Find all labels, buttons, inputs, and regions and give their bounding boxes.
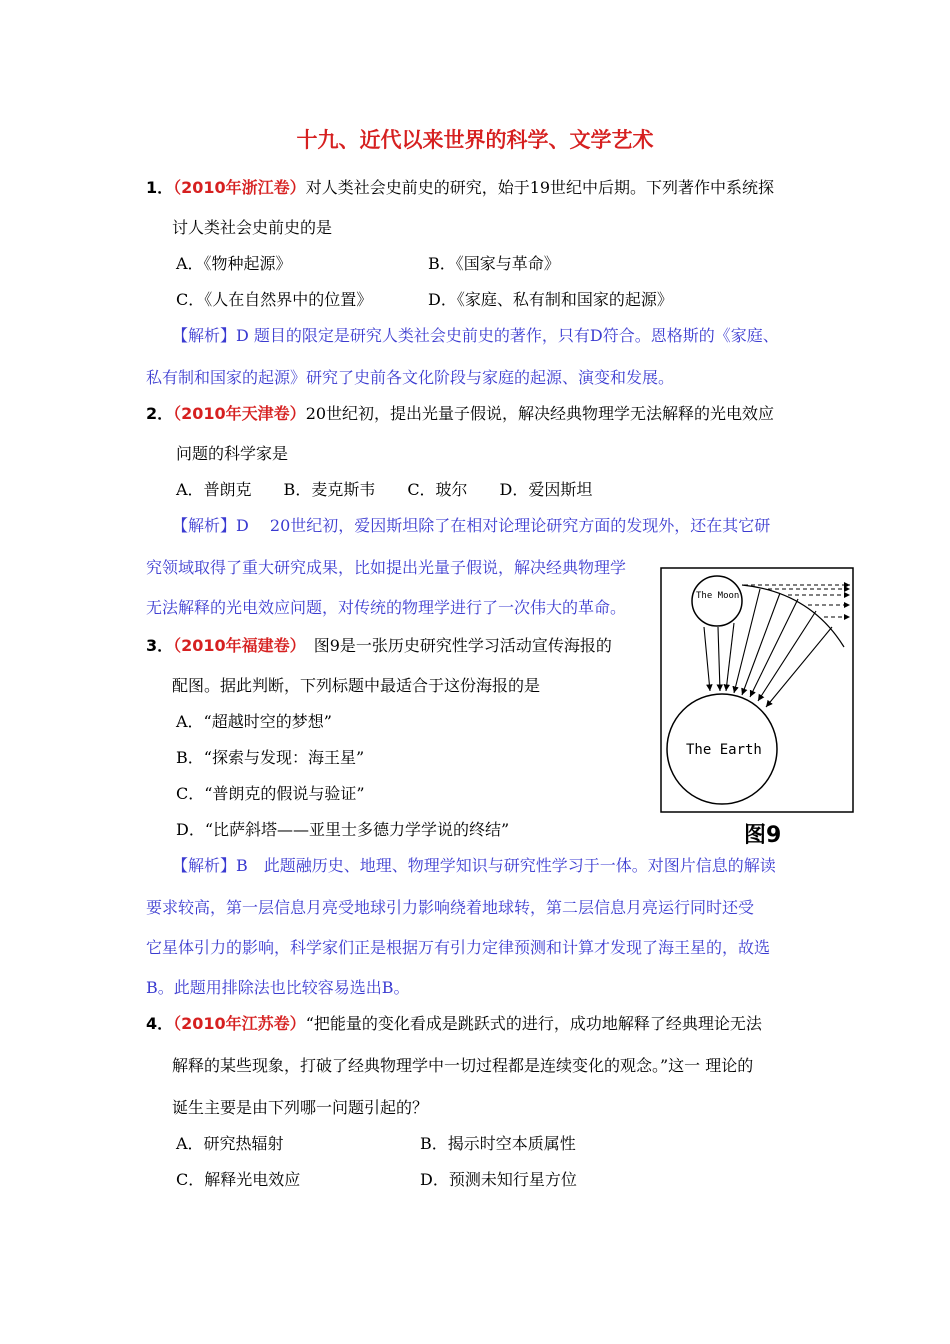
question-number: 2． [146, 404, 174, 423]
question-source: （2010年江苏卷） [173, 1014, 306, 1033]
option-d: D．“比萨斜塔——亚里士多德力学学说的终结” [176, 820, 510, 839]
option-a: A．《物种起源》 [176, 254, 292, 273]
question-4-line-1 [146, 1014, 762, 1034]
page-title: 十九、近代以来世界的科学、文学艺术 [296, 127, 654, 152]
analysis: 它星体引力的影响，科学家们正是根据万有引力定律预测和计算才发现了海王星的，故选 [146, 938, 771, 957]
question-source: （2010年浙江卷） [173, 178, 306, 197]
question-number: 1． [146, 178, 174, 197]
moon-circle [692, 576, 742, 626]
analysis: 无法解释的光电效应问题，对传统的物理学进行了一次伟大的革命。 [146, 598, 627, 617]
option-b: B．“探索与发现：海王星” [176, 748, 365, 767]
question-stem: “把能量的变化看成是跳跃式的进行，成功地解释了经典理论无法 [305, 1014, 762, 1033]
analysis: 要求较高，第一层信息月亮受地球引力影响绕着地球转，第二层信息月亮运行同时还受 [146, 898, 755, 917]
question-number: 4． [146, 1014, 174, 1033]
option-a: A．研究热辐射 [176, 1134, 284, 1153]
question-stem: 配图。据此判断，下列标题中最适合于这份海报的是 [172, 676, 541, 695]
option-c: C．《人在自然界中的位置》 [176, 290, 373, 309]
question-source: （2010年天津卷） [173, 404, 306, 423]
analysis: 私有制和国家的起源》研究了史前各文化阶段与家庭的起源、演变和发展。 [146, 368, 675, 387]
analysis: 【解析】B 此题融历史、地理、物理学知识与研究性学习于一体。对图片信息的解读 [172, 856, 776, 875]
moon-label: The Moon [696, 591, 740, 601]
question-stem: 问题的科学家是 [176, 444, 289, 463]
analysis: 究领域取得了重大研究成果，比如提出光量子假说，解决经典物理学 [146, 558, 627, 577]
question-stem: 对人类社会史前史的研究，始于19世纪中后期。下列著作中系统探 [305, 178, 775, 197]
figure-caption: 图9 [744, 823, 782, 848]
option-a: A．“超越时空的梦想” [176, 712, 332, 731]
question-stem: 20世纪初，提出光量子假说，解决经典物理学无法解释的光电效应 [305, 404, 775, 423]
analysis: 【解析】D 20世纪初，爱因斯坦除了在相对论理论研究方面的发现外，还在其它研 [172, 516, 771, 535]
option-d: D．《家庭、私有制和国家的起源》 [428, 290, 673, 309]
options: A．普朗克 B．麦克斯韦 C．玻尔 D．爱因斯坦 [176, 480, 593, 499]
question-number: 3． [146, 636, 174, 655]
analysis: B。此题用排除法也比较容易选出B。 [146, 978, 410, 997]
option-d: D．预测未知行星方位 [420, 1170, 577, 1189]
question-3-line-1 [146, 636, 612, 656]
earth-label: The Earth [686, 742, 762, 758]
question-source: （2010年福建卷） [173, 636, 298, 655]
option-b: B．《国家与革命》 [428, 254, 560, 273]
analysis: 【解析】D 题目的限定是研究人类社会史前史的著作，只有D符合。恩格斯的《家庭、 [172, 326, 779, 345]
option-c: C．解释光电效应 [176, 1170, 301, 1189]
option-b: B．揭示时空本质属性 [420, 1134, 576, 1153]
question-stem: 图9是一张历史研究性学习活动宣传海报的 [297, 636, 612, 655]
question-2-line-1 [146, 404, 774, 424]
figure-9-diagram [660, 567, 854, 813]
question-1-line-1 [146, 178, 774, 198]
question-stem: 讨人类社会史前史的是 [172, 218, 333, 237]
option-c: C．“普朗克的假说与验证” [176, 784, 365, 803]
question-stem: 解释的某些现象，打破了经典物理学中一切过程都是连续变化的观念。”这一 理论的 [172, 1056, 754, 1075]
question-stem: 诞生主要是由下列哪一问题引起的？ [172, 1098, 429, 1117]
